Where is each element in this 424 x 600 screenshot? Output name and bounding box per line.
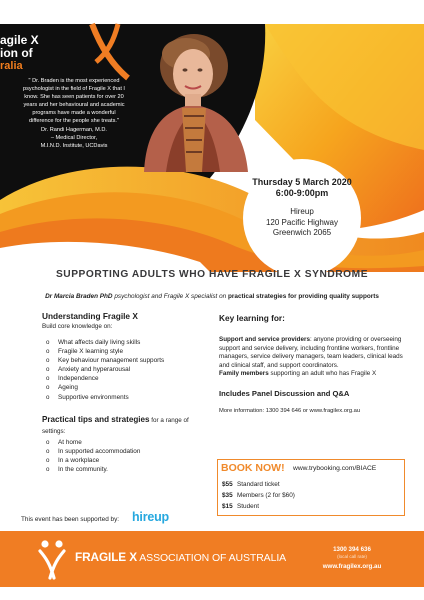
more-information[interactable]: More information: 1300 394 646 or www.fragilex.org.au xyxy=(219,407,361,414)
event-address-line-2: Greenwich 2065 xyxy=(272,228,332,237)
ticket-price: $35 xyxy=(222,492,233,499)
practical-heading-tail: for a range of settings: xyxy=(42,416,189,435)
talk-topic: practical strategies for providing quality supports xyxy=(228,293,379,300)
page-title: SUPPORTING ADULTS WHO HAVE FRAGILE X SYNDROME xyxy=(55,269,369,280)
subtitle xyxy=(0,293,424,300)
testimonial-quote xyxy=(20,77,128,150)
quote-role: – Medical Director, xyxy=(50,134,98,141)
list-item: o In a workplace xyxy=(46,456,100,464)
footer-website[interactable]: www.fragilex.org.au xyxy=(322,563,382,570)
list-item: o What affects daily living skills xyxy=(46,339,141,346)
support-providers-label: Support and service providers xyxy=(219,336,310,343)
list-item: o Key behaviour management supports xyxy=(46,357,165,365)
list-item: o Anxiety and hyperarousal xyxy=(46,366,131,374)
ticket-row xyxy=(222,479,372,490)
quote-text: " Dr. Braden is the most experienced psychologist in the field of Fragile X that I know. She has seen patients for over 20 years and her behavioural and academic programs have made a wonderful difference for the people she treats." xyxy=(23,78,125,125)
bullet-icon: o xyxy=(46,339,50,346)
ticket-label: Members (2 for $60) xyxy=(237,492,295,499)
speaker-name: Dr Marcia Braden PhD xyxy=(45,293,113,300)
family-members-text: supporting an adult who has Fragile X xyxy=(268,370,377,377)
panel-discussion-note: Includes Panel Discussion and Q&A xyxy=(219,388,350,398)
family-members-label: Family members xyxy=(219,370,269,377)
list-item: o Independence xyxy=(46,375,99,383)
understanding-heading: Understanding Fragile X xyxy=(42,311,138,321)
event-date: Thursday 5 March 2020 xyxy=(252,177,352,187)
event-venue: Hireup xyxy=(290,207,314,216)
quote-author: Dr. Randi Hagerman, M.D. xyxy=(41,126,107,133)
left-column xyxy=(42,311,212,474)
quote-institute: M.I.N.D. Institute, UCDavis xyxy=(40,142,108,149)
bullet-icon: o xyxy=(46,438,50,446)
event-time: 6:00-9:00pm xyxy=(275,188,329,198)
ticket-row xyxy=(222,501,372,512)
bullet-icon: o xyxy=(46,384,50,392)
speaker-portrait xyxy=(136,24,258,172)
understanding-intro: Build core knowledge on: xyxy=(42,323,113,330)
logo-line-3: ralia xyxy=(0,60,23,72)
bullet-icon: o xyxy=(46,465,50,473)
speaker-role: psychologist and Fragile X specialist on xyxy=(112,293,228,300)
ticket-price: $55 xyxy=(222,481,233,488)
support-statement: This event has been supported by: xyxy=(21,516,120,523)
right-column xyxy=(219,313,403,414)
ticket-row xyxy=(222,490,372,501)
ticket-label: Standard ticket xyxy=(237,481,280,488)
organisation-name: FRAGILE X ASSOCIATION OF AUSTRALIA xyxy=(75,550,287,564)
bullet-icon: o xyxy=(46,456,50,464)
footer-bar xyxy=(0,531,424,587)
list-item: o Fragile X learning style xyxy=(46,348,124,356)
bullet-icon: o xyxy=(46,375,50,383)
list-item: o In supported accommodation xyxy=(46,447,141,455)
footer-phone[interactable]: 1300 394 636 xyxy=(333,546,371,553)
fragile-x-logo-icon xyxy=(36,538,68,580)
bullet-icon: o xyxy=(46,357,50,365)
list-item: o At home xyxy=(46,438,82,446)
key-learning-heading: Key learning for: xyxy=(219,313,285,323)
bullet-icon: o xyxy=(46,447,50,455)
event-details-circle xyxy=(243,159,361,272)
list-item: o Ageing xyxy=(46,384,78,392)
key-learning-body xyxy=(219,336,403,379)
booking-link[interactable]: www.trybooking.com/BIACE xyxy=(293,465,377,472)
bullet-icon: o xyxy=(46,366,50,374)
logo-line-2: ion of xyxy=(0,46,33,60)
list-item: o Supportive environments xyxy=(46,393,129,401)
practical-list xyxy=(46,438,212,474)
ticket-price: $15 xyxy=(222,503,233,510)
understanding-list xyxy=(46,338,212,402)
top-logo-text xyxy=(0,34,70,73)
bullet-icon: o xyxy=(46,348,50,356)
ticket-list xyxy=(222,479,372,512)
booking-box xyxy=(217,459,405,516)
event-address-line-1: 120 Pacific Highway xyxy=(265,217,339,227)
header-banner xyxy=(0,0,424,272)
support-providers-text: : anyone providing or overseeing support and service delivery, including frontline workers, frontline managers, service delivery managers, team leaders, clinical leads and clinical staff, and support coordinators. xyxy=(219,336,403,369)
practical-heading: Practical tips and strategies for a range of settings: xyxy=(42,414,189,435)
bullet-icon: o xyxy=(46,393,50,401)
footer-call-rate: (local call rate) xyxy=(337,554,367,559)
logo-line-1: agile X xyxy=(0,33,39,47)
list-item: o In the community. xyxy=(46,465,108,473)
book-now-heading: BOOK NOW! xyxy=(221,462,285,474)
hireup-logo: hireup xyxy=(132,510,169,524)
ticket-label: Student xyxy=(237,503,260,510)
